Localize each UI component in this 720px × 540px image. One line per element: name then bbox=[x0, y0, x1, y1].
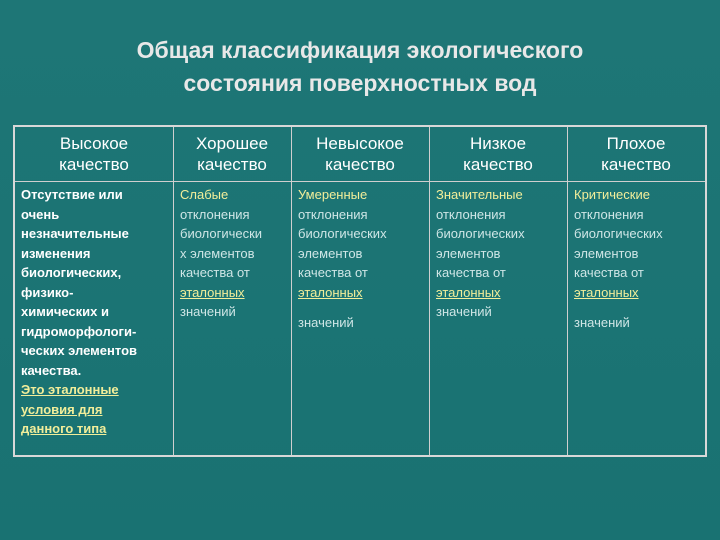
description-line: значений bbox=[436, 304, 492, 319]
header-line: качество bbox=[325, 155, 395, 174]
column-description bbox=[574, 185, 703, 333]
column-low-quality bbox=[429, 127, 567, 455]
description-line: биологических bbox=[436, 226, 525, 241]
deviation-level: Критические bbox=[574, 187, 650, 202]
column-description bbox=[21, 185, 171, 439]
column-header bbox=[429, 133, 567, 175]
header-line: Невысокое bbox=[316, 134, 404, 153]
description-line: значений bbox=[298, 315, 354, 330]
column-good-quality bbox=[173, 127, 291, 455]
reference-conditions-line: данного типа bbox=[21, 421, 107, 436]
header-line: качество bbox=[197, 155, 267, 174]
description-line: изменения bbox=[21, 245, 91, 261]
header-line: качество bbox=[601, 155, 671, 174]
column-header bbox=[291, 133, 429, 175]
header-line: Высокое bbox=[59, 134, 129, 153]
description-line: ческих элементов bbox=[21, 343, 138, 358]
description-line: значений bbox=[180, 304, 236, 319]
description-line: отклонения bbox=[298, 206, 368, 222]
reference-link[interactable]: эталонных bbox=[436, 284, 501, 300]
column-header bbox=[173, 133, 291, 175]
title-line-1: Общая классификация экологического bbox=[136, 37, 584, 63]
description-line: незначительные bbox=[21, 226, 129, 241]
description-line: х элементов bbox=[180, 245, 255, 261]
slide-title bbox=[40, 34, 680, 100]
deviation-level: Умеренные bbox=[298, 187, 368, 202]
header-line: Низкое bbox=[469, 134, 527, 153]
description-line: физико- bbox=[21, 284, 74, 300]
description-line: качества. bbox=[21, 362, 82, 378]
title-line-2: состояния поверхностных вод bbox=[183, 70, 537, 96]
column-description bbox=[180, 185, 289, 322]
description-line: отклонения bbox=[436, 206, 506, 222]
classification-table bbox=[13, 125, 707, 457]
description-line: химических и bbox=[21, 304, 109, 319]
description-line: элементов bbox=[574, 245, 639, 261]
description-line: гидроморфологи- bbox=[21, 323, 137, 339]
spacer bbox=[298, 302, 427, 313]
reference-link[interactable]: эталонных bbox=[298, 284, 363, 300]
column-description bbox=[298, 185, 427, 333]
column-header bbox=[15, 133, 173, 175]
description-line: качества от bbox=[180, 265, 250, 280]
description-line: качества от bbox=[574, 265, 644, 280]
column-high-quality bbox=[15, 127, 173, 455]
description-line: биологических, bbox=[21, 265, 122, 280]
reference-link[interactable]: эталонных bbox=[180, 284, 245, 300]
header-line: качество bbox=[59, 155, 129, 174]
description-line: элементов bbox=[436, 245, 501, 261]
column-header bbox=[567, 133, 705, 175]
deviation-level: Значительные bbox=[436, 187, 523, 202]
description-line: Отсутствие или bbox=[21, 187, 123, 202]
header-line: Плохое bbox=[606, 134, 666, 153]
description-line: биологических bbox=[574, 226, 663, 241]
reference-conditions-line: условия для bbox=[21, 401, 103, 417]
reference-conditions-line: Это эталонные bbox=[21, 382, 119, 397]
description-line: отклонения bbox=[180, 206, 250, 222]
description-line: отклонения bbox=[574, 206, 644, 222]
reference-link[interactable]: эталонных bbox=[574, 284, 639, 300]
spacer bbox=[574, 302, 703, 313]
deviation-level: Слабые bbox=[180, 187, 229, 202]
description-line: качества от bbox=[298, 265, 368, 280]
description-line: очень bbox=[21, 206, 60, 222]
description-line: элементов bbox=[298, 245, 363, 261]
column-bad-quality bbox=[567, 127, 705, 455]
description-line: биологических bbox=[298, 226, 387, 241]
description-line: биологически bbox=[180, 226, 263, 241]
description-line: качества от bbox=[436, 265, 506, 280]
column-moderate-quality bbox=[291, 127, 429, 455]
description-line: значений bbox=[574, 315, 630, 330]
header-line: качество bbox=[463, 155, 533, 174]
column-description bbox=[436, 185, 565, 322]
header-line: Хорошее bbox=[195, 134, 269, 153]
